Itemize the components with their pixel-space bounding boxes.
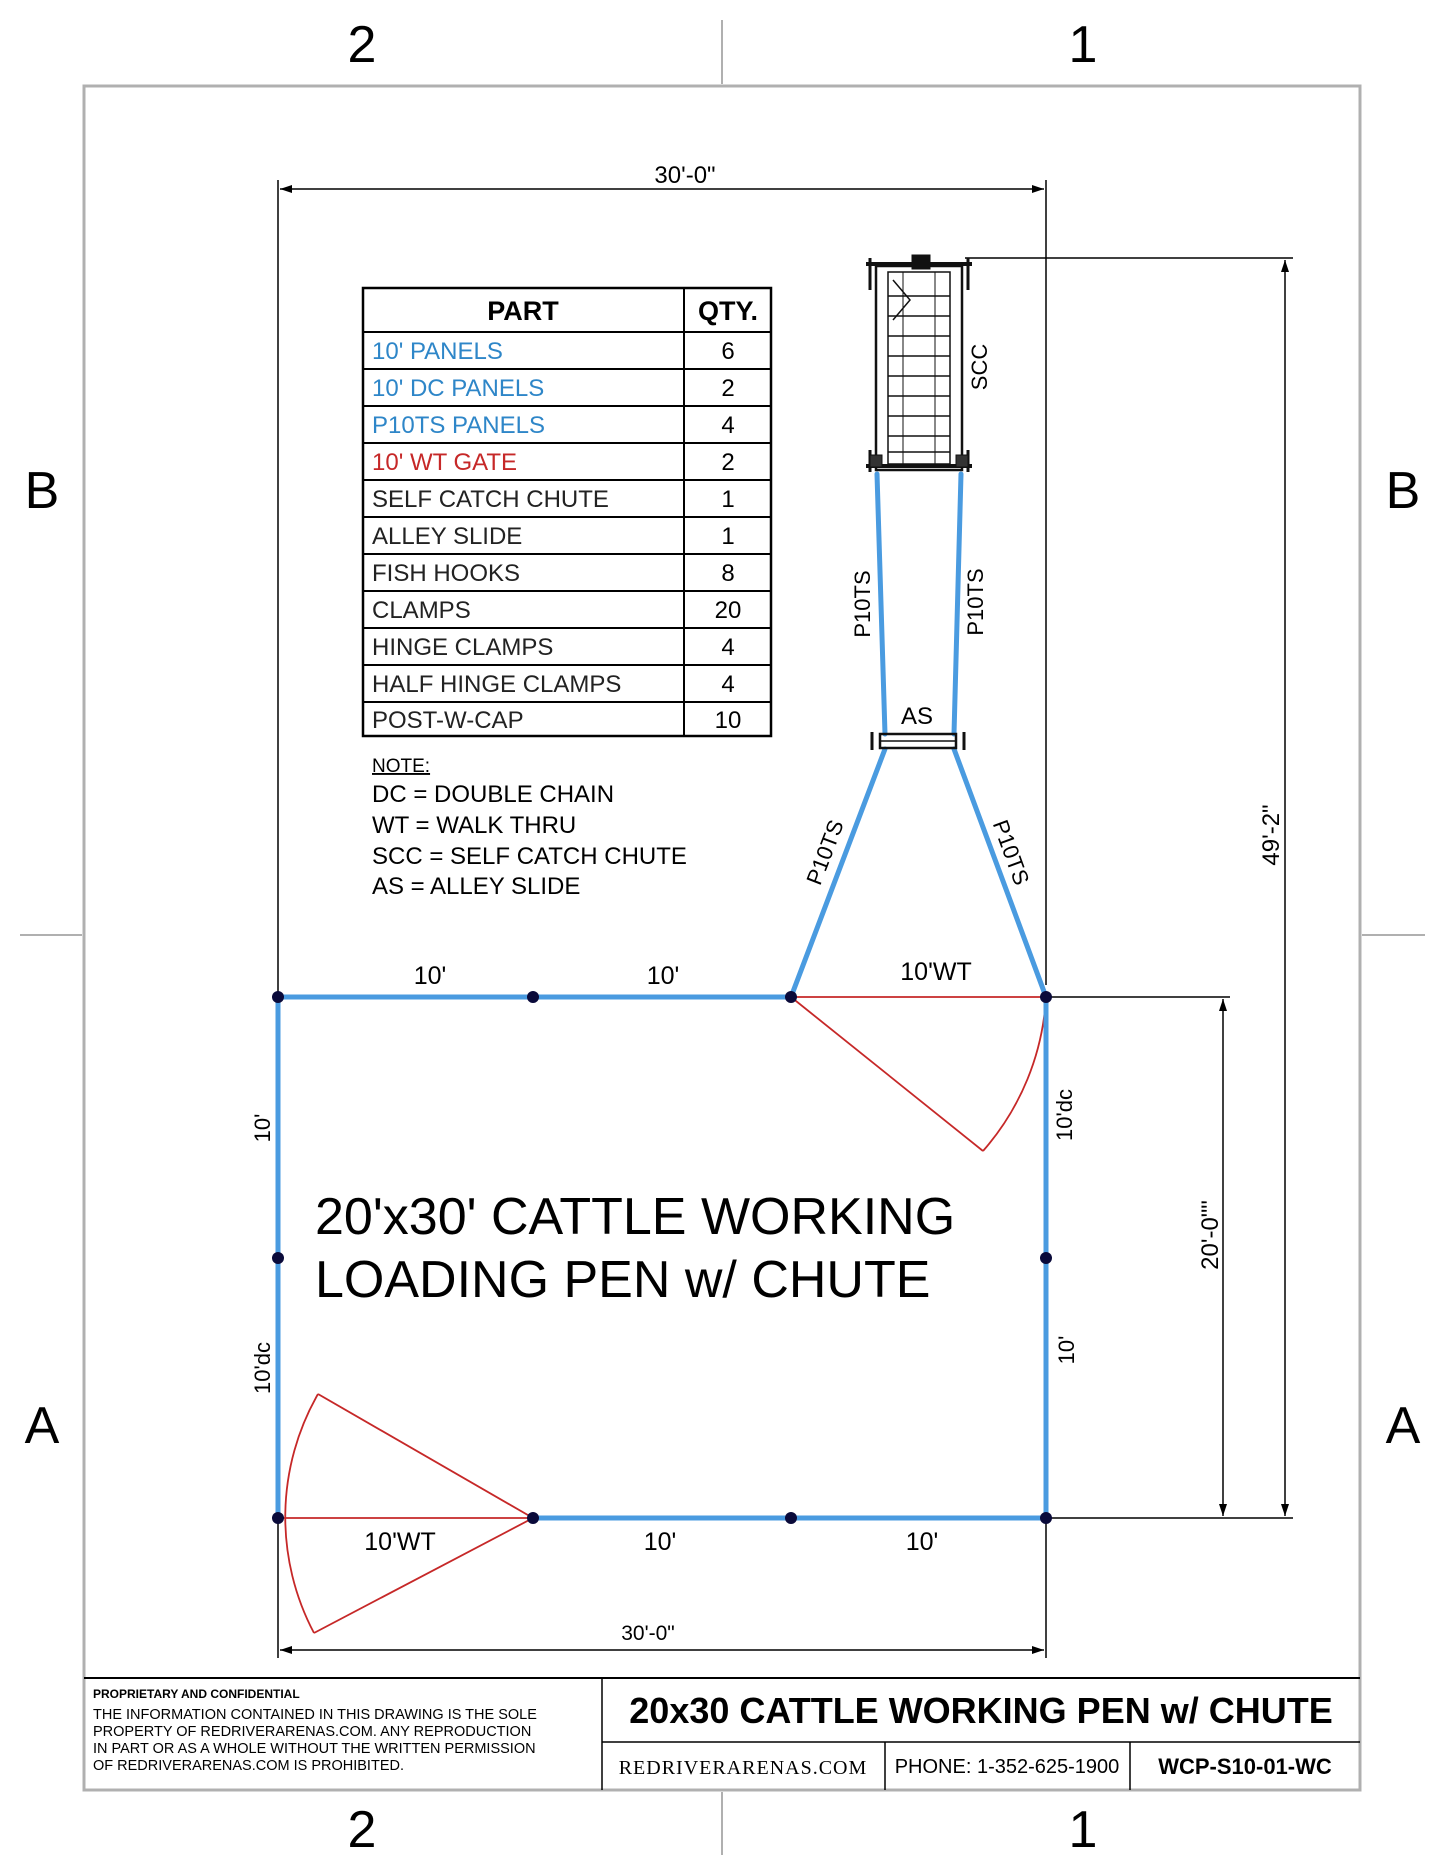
label-left-panel-lower: 10'dc: [250, 1342, 275, 1394]
bom-part-cell: CLAMPS: [372, 597, 471, 624]
proprietary-line: PROPERTY OF REDRIVERARENAS.COM. ANY REPRODUCTION: [93, 1724, 532, 1740]
bom-qty-cell: 4: [721, 634, 735, 661]
dimension-pen-height-label: 20'-0"": [1197, 1200, 1224, 1270]
proprietary-line: OF REDRIVERARENAS.COM IS PROHIBITED.: [93, 1758, 404, 1774]
note-heading: NOTE:: [372, 756, 431, 777]
post: [1040, 1252, 1052, 1264]
bom-part-cell: 10' DC PANELS: [372, 375, 545, 402]
bom-part-cell: POST-W-CAP: [372, 707, 524, 734]
dimension-top-label: 30'-0": [654, 162, 716, 189]
drawing-title-line-1: 20'x30' CATTLE WORKING: [315, 1188, 956, 1246]
post: [272, 991, 284, 1003]
note-line: DC = DOUBLE CHAIN: [372, 781, 615, 808]
post: [785, 991, 797, 1003]
post: [785, 1512, 797, 1524]
grid-label-right-b: B: [1385, 462, 1421, 520]
dimension-overall-height-label: 49'-2": [1258, 804, 1285, 866]
label-top-panel-2: 10': [646, 962, 680, 990]
dimension-bottom-label: 30'-0": [621, 1622, 675, 1645]
label-right-panel-lower: 10': [1054, 1335, 1079, 1365]
grid-label-top-2: 2: [347, 16, 377, 74]
post: [527, 1512, 539, 1524]
label-p10ts-left: P10TS: [850, 570, 875, 638]
label-chute: SCC: [967, 343, 992, 391]
self-catch-chute: [866, 255, 972, 472]
bom-qty-cell: 10: [714, 707, 742, 734]
bom-part-cell: P10TS PANELS: [372, 412, 545, 439]
note-line: AS = ALLEY SLIDE: [372, 873, 581, 900]
label-bottom-gate: 10'WT: [364, 1528, 436, 1556]
post: [1040, 1512, 1052, 1524]
title-block-phone: PHONE: 1-352-625-1900: [894, 1756, 1120, 1778]
label-bottom-panel-1: 10': [643, 1528, 677, 1556]
bom-qty-cell: 8: [721, 560, 735, 587]
bom-qty-cell: 4: [721, 412, 735, 439]
post: [527, 991, 539, 1003]
bom-qty-cell: 4: [721, 671, 735, 698]
bom-part-cell: ALLEY SLIDE: [372, 523, 523, 550]
bom-qty-cell: 1: [721, 523, 735, 550]
grid-label-left-b: B: [24, 462, 60, 520]
bom-qty-cell: 20: [714, 597, 742, 624]
grid-label-bottom-2: 2: [347, 1801, 377, 1859]
grid-label-top-1: 1: [1068, 16, 1098, 74]
label-p10ts-diag-left: P10TS: [801, 816, 849, 889]
grid-label-left-a: A: [24, 1397, 60, 1455]
bom-qty-cell: 2: [721, 449, 735, 476]
bom-part-cell: HINGE CLAMPS: [372, 634, 554, 661]
post: [1040, 991, 1052, 1003]
post: [272, 1252, 284, 1264]
bom-part-cell: 10' WT GATE: [372, 449, 518, 476]
label-left-panel-upper: 10': [250, 1113, 275, 1143]
bom-part-cell: FISH HOOKS: [372, 560, 521, 587]
grid-label-bottom-1: 1: [1068, 1801, 1098, 1859]
proprietary-line: THE INFORMATION CONTAINED IN THIS DRAWING IS THE SOLE: [93, 1707, 537, 1723]
bom-qty-cell: 6: [721, 338, 735, 365]
label-right-panel-upper: 10'dc: [1052, 1089, 1077, 1141]
label-alley-slide: AS: [900, 703, 934, 730]
title-block-drawing-number: WCP-S10-01-WC: [1158, 1754, 1332, 1779]
note-line: WT = WALK THRU: [372, 812, 577, 839]
bom-header-qty: QTY.: [697, 296, 759, 326]
pen-panels: [278, 474, 1046, 1518]
label-top-panel-1: 10': [413, 962, 447, 990]
walk-thru-gate-bottom: [278, 1394, 533, 1633]
bom-qty-cell: 1: [721, 486, 735, 513]
label-p10ts-diag-right: P10TS: [987, 816, 1035, 889]
bom-qty-cell: 2: [721, 375, 735, 402]
dimension-overall-height: [965, 258, 1293, 1518]
label-p10ts-right: P10TS: [963, 568, 988, 636]
bom-header-part: PART: [487, 296, 559, 326]
post: [272, 1512, 284, 1524]
note-line: SCC = SELF CATCH CHUTE: [372, 843, 687, 870]
bom-part-cell: HALF HINGE CLAMPS: [372, 671, 622, 698]
title-block-website: REDRIVERARENAS.COM: [618, 1757, 868, 1779]
notes: [372, 756, 687, 900]
walk-thru-gate-top: [791, 997, 1046, 1151]
title-block-title: 20x30 CATTLE WORKING PEN w/ CHUTE: [629, 1690, 1333, 1731]
bom-part-cell: 10' PANELS: [372, 338, 503, 365]
drawing-title-line-2: LOADING PEN w/ CHUTE: [315, 1251, 931, 1309]
proprietary-line: IN PART OR AS A WHOLE WITHOUT THE WRITTEN PERMISSION: [93, 1741, 536, 1757]
label-bottom-panel-2: 10': [905, 1528, 939, 1556]
bom-table: [363, 288, 771, 736]
bom-part-cell: SELF CATCH CHUTE: [372, 486, 609, 513]
alley-slide: [872, 732, 964, 750]
proprietary-heading: PROPRIETARY AND CONFIDENTIAL: [93, 1687, 300, 1701]
label-top-gate: 10'WT: [900, 958, 972, 986]
grid-label-right-a: A: [1385, 1397, 1421, 1455]
